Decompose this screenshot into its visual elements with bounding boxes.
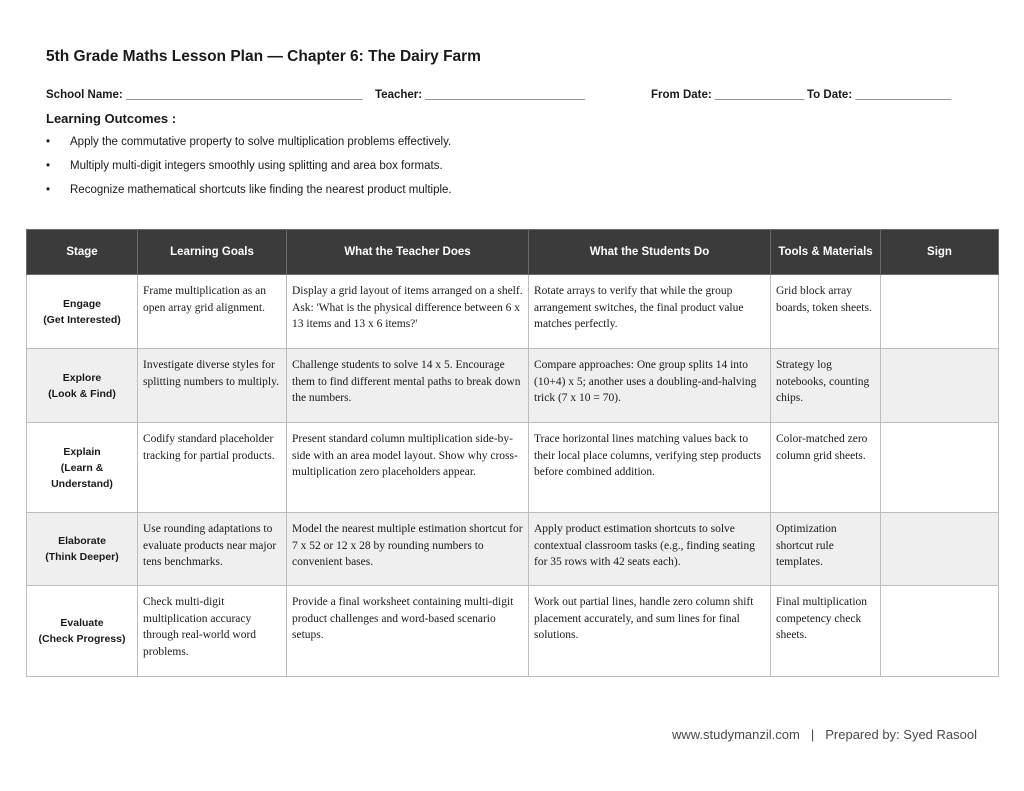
header-students-do: What the Students Do — [529, 230, 771, 275]
header-sign: Sign — [881, 230, 999, 275]
learning-goals-cell: Investigate diverse styles for splitting numbers to multiply. — [138, 349, 287, 423]
stage-name: Explore — [62, 371, 102, 384]
teacher-does-cell: Model the nearest multiple estimation shortcut for 7 x 52 or 12 x 28 by rounding numbers to convenient bases. — [287, 513, 529, 586]
from-date-field[interactable]: From Date: ______________ — [651, 89, 805, 101]
stage-name: Elaborate — [58, 535, 106, 547]
stage-name: Explain — [63, 445, 101, 458]
students-do-cell: Apply product estimation shortcuts to solve contextual classroom tasks (e.g., finding seating for 35 rows with 42 seats each). — [529, 513, 771, 586]
header-learning-goals: Learning Goals — [138, 230, 287, 275]
students-do-cell: Trace horizontal lines matching values back to their local place columns, verifying step products before combined addition. — [529, 423, 771, 513]
students-do-cell: Work out partial lines, handle zero column shift placement accurately, and sum lines for final solutions. — [529, 586, 771, 677]
sign-cell[interactable] — [881, 423, 999, 513]
learning-goals-cell: Codify standard placeholder tracking for partial products. — [138, 423, 287, 513]
sign-cell[interactable] — [881, 349, 999, 423]
sign-cell[interactable] — [881, 586, 999, 677]
stage-cell — [27, 586, 138, 677]
table-row — [27, 423, 999, 513]
lesson-plan-table — [26, 229, 999, 677]
outcome-item — [46, 135, 452, 159]
tools-cell: Color-matched zero column grid sheets. — [771, 423, 881, 513]
tools-cell: Final multiplication competency check sheets. — [771, 586, 881, 677]
table-row — [27, 513, 999, 586]
bullet-icon: • — [46, 160, 51, 172]
outcome-item — [46, 183, 452, 207]
outcome-text: Apply the commutative property to solve multiplication problems effectively. — [70, 136, 452, 148]
learning-goals-cell: Check multi-digit multiplication accuracy through real-world word problems. — [138, 586, 287, 677]
stage-name: Evaluate — [60, 617, 104, 629]
stage-cell — [27, 275, 138, 349]
learning-goals-cell: Frame multiplication as an open array grid alignment. — [138, 275, 287, 349]
stage-subtitle: Understand) — [51, 477, 113, 490]
to-date-field[interactable]: To Date: _______________ — [807, 89, 952, 101]
teacher-does-cell: Display a grid layout of items arranged on a shelf. Ask: 'What is the physical difference between 6 x 13 items and 13 x 6 items?' — [287, 275, 529, 349]
page-footer — [672, 727, 977, 742]
students-do-cell: Compare approaches: One group splits 14 into (10+4) x 5; another uses a doubling-and-halving trick (7 x 10 = 70). — [529, 349, 771, 423]
table-row — [27, 349, 999, 423]
header-tools-materials: Tools & Materials — [771, 230, 881, 275]
stage-cell — [27, 423, 138, 513]
teacher-does-cell: Challenge students to solve 14 x 5. Encourage them to find different mental paths to break down the numbers. — [287, 349, 529, 423]
stage-cell — [27, 513, 138, 586]
outcome-text: Multiply multi-digit integers smoothly using splitting and area box formats. — [70, 160, 443, 172]
stage-subtitle: (Check Progress) — [38, 633, 126, 645]
tools-cell: Optimization shortcut rule templates. — [771, 513, 881, 586]
stage-subtitle: (Look & Find) — [48, 387, 116, 400]
website-link[interactable]: www.studymanzil.com — [671, 727, 800, 742]
school-name-field[interactable]: School Name: _____________________________________ — [46, 89, 363, 101]
stage-cell — [27, 349, 138, 423]
sign-cell[interactable] — [881, 513, 999, 586]
prepared-by-text: Prepared by: Syed Rasool — [825, 727, 977, 742]
bullet-icon: • — [46, 136, 51, 148]
stage-subtitle: (Learn & — [60, 461, 104, 474]
tools-cell: Grid block array boards, token sheets. — [771, 275, 881, 349]
learning-outcomes-list — [46, 135, 452, 207]
students-do-cell: Rotate arrays to verify that while the group arrangement switches, the final product value matches perfectly. — [529, 275, 771, 349]
learning-outcomes-heading: Learning Outcomes : — [46, 111, 177, 126]
table-row — [27, 275, 999, 349]
header-teacher-does: What the Teacher Does — [287, 230, 529, 275]
outcome-item — [46, 159, 452, 183]
header-stage: Stage — [27, 230, 138, 275]
sign-cell[interactable] — [881, 275, 999, 349]
teacher-does-cell: Present standard column multiplication side-by-side with an area model layout. Show why cross-multiplication zero placeholders appear. — [287, 423, 529, 513]
outcome-text: Recognize mathematical shortcuts like finding the nearest product multiple. — [70, 184, 452, 196]
learning-goals-cell: Use rounding adaptations to evaluate products near major tens benchmarks. — [138, 513, 287, 586]
stage-name: Engage — [63, 297, 101, 310]
table-header-row — [27, 230, 999, 275]
stage-subtitle: (Get Interested) — [43, 313, 121, 326]
footer-separator: | — [810, 727, 815, 742]
page-title: 5th Grade Maths Lesson Plan — Chapter 6: The Dairy Farm — [46, 48, 481, 65]
stage-subtitle: (Think Deeper) — [45, 551, 119, 563]
teacher-does-cell: Provide a final worksheet containing multi-digit product challenges and word-based scenario setups. — [287, 586, 529, 677]
table-row — [27, 586, 999, 677]
bullet-icon: • — [46, 184, 51, 196]
teacher-field[interactable]: Teacher: _________________________ — [375, 89, 586, 101]
tools-cell: Strategy log notebooks, counting chips. — [771, 349, 881, 423]
